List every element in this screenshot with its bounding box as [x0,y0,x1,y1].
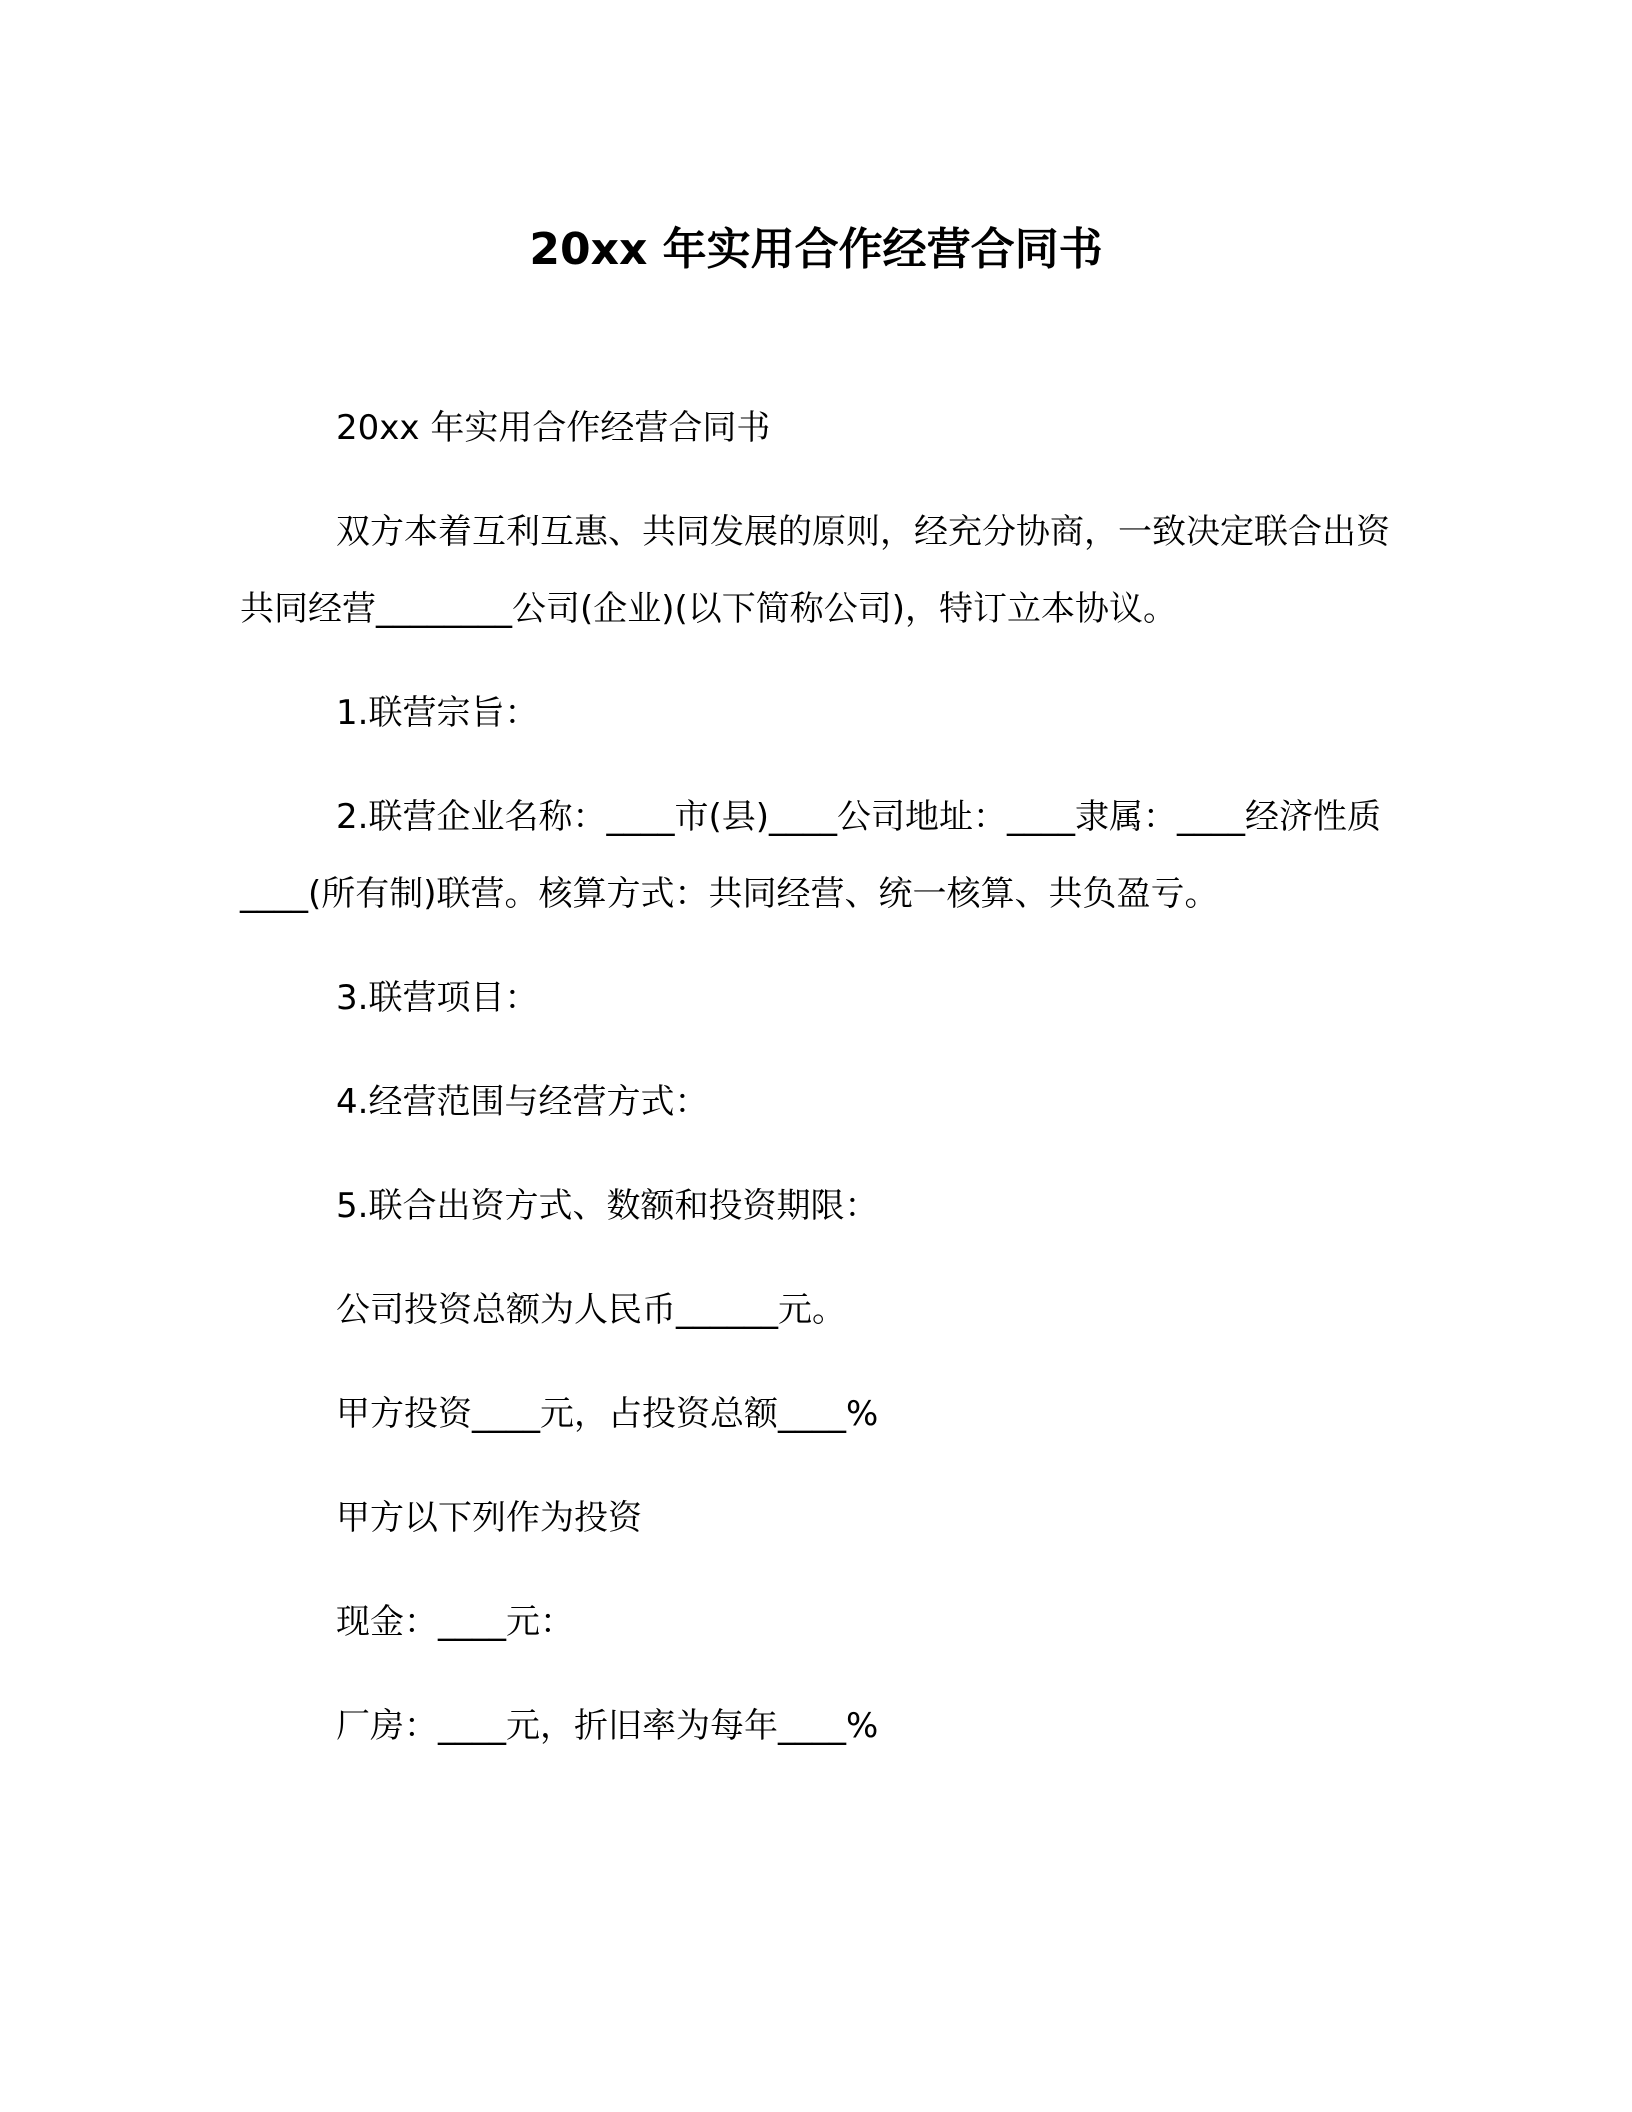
paragraph-subtitle: 20xx 年实用合作经营合同书 [336,408,771,448]
paragraph-factory: 厂房：____元，折旧率为每年____% [336,1706,879,1746]
paragraph-cash: 现金：____元： [336,1602,574,1642]
paragraph-party-a-investment: 甲方投资____元，占投资总额____% [336,1394,879,1434]
paragraph-clause-2: 2.联营企业名称：____市(县)____公司地址：____隶属：____经济性质____(所有制)联营。核算方式：共同经营、统一核算、共负盈亏。 [240,797,1381,914]
paragraph-clause-4: 4.经营范围与经营方式： [336,1082,709,1122]
paragraph-clause-1: 1.联营宗旨： [336,693,539,733]
paragraph-clause-5: 5.联合出资方式、数额和投资期限： [336,1186,879,1226]
paragraph-party-a-assets: 甲方以下列作为投资 [336,1498,642,1538]
paragraph-total-investment: 公司投资总额为人民币______元。 [336,1290,846,1330]
document-body [240,390,1390,1792]
document-title: 20xx 年实用合作经营合同书 [529,224,1103,275]
paragraph-clause-3: 3.联营项目： [336,978,539,1018]
paragraph-intro: 双方本着互利互惠、共同发展的原则，经充分协商，一致决定联合出资共同经营________公司(企业)(以下简称公司)，特订立本协议。 [240,512,1390,629]
